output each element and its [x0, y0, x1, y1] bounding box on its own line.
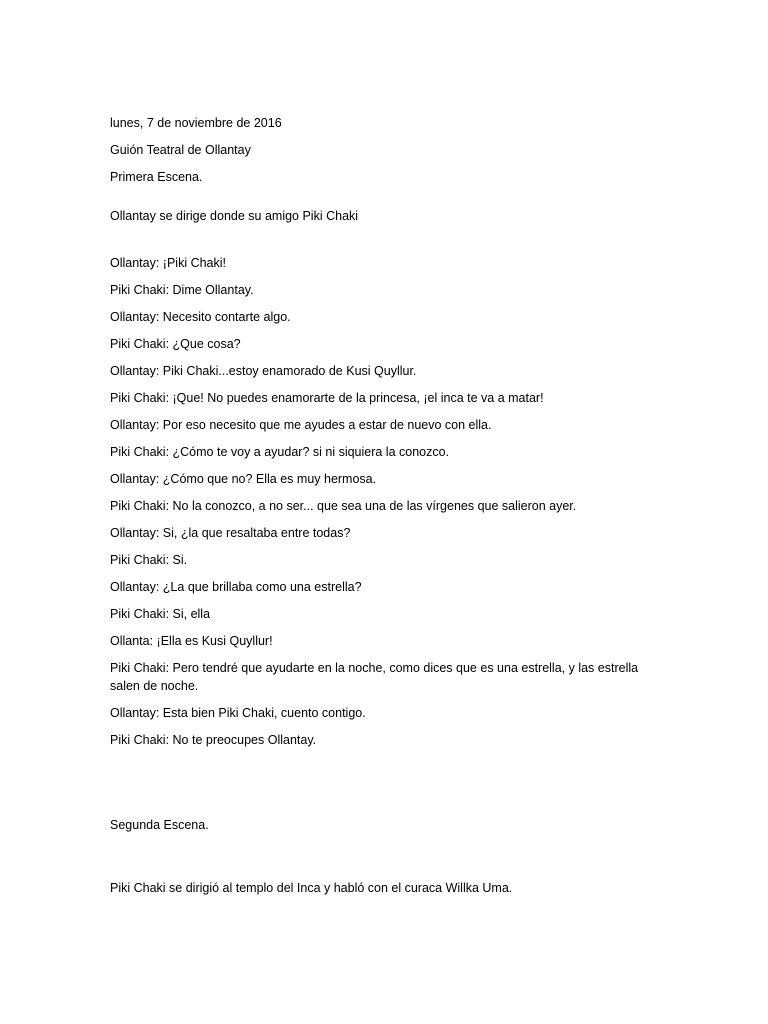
scene-2-intro: Piki Chaki se dirigió al templo del Inca y habló con el curaca Willka Uma.	[110, 881, 513, 895]
dialogue-line: Piki Chaki: No la conozco, a no ser... que sea una de las vírgenes que salieron ayer.	[110, 499, 577, 513]
dialogue-line: Piki Chaki: Dime Ollantay.	[110, 283, 254, 297]
dialogue-line: Piki Chaki: Si.	[110, 553, 188, 567]
dialogue-line: Piki Chaki: No te preocupes Ollantay.	[110, 733, 317, 747]
dialogue-line: Ollantay: Piki Chaki...estoy enamorado de Kusi Quyllur.	[110, 364, 417, 378]
dialogue-line: Piki Chaki: Pero tendré que ayudarte en la noche, como dices que es una estrella, y las estrella salen de noche.	[110, 661, 639, 693]
dialogue-line: Piki Chaki: ¿Cómo te voy a ayudar? si ni siquiera la conozco.	[110, 445, 450, 459]
document-title: Guión Teatral de Ollantay	[110, 143, 251, 157]
document-date: lunes, 7 de noviembre de 2016	[110, 116, 282, 130]
dialogue-line: Ollantay: Necesito contarte algo.	[110, 310, 291, 324]
dialogue-line: Piki Chaki: ¡Que! No puedes enamorarte de la princesa, ¡el inca te va a matar!	[110, 391, 544, 405]
scene-1-heading: Primera Escena.	[110, 170, 203, 184]
document-body	[110, 114, 670, 906]
dialogue-line: Ollantay: Por eso necesito que me ayudes a estar de nuevo con ella.	[110, 418, 492, 432]
dialogue-line: Piki Chaki: ¿Que cosa?	[110, 337, 241, 351]
scene-2-heading: Segunda Escena.	[110, 818, 209, 832]
dialogue-line: Ollantay: Esta bien Piki Chaki, cuento contigo.	[110, 706, 366, 720]
dialogue-line: Ollanta: ¡Ella es Kusi Quyllur!	[110, 634, 273, 648]
dialogue-line: Piki Chaki: Si, ella	[110, 607, 211, 621]
dialogue-line: Ollantay: Si, ¿la que resaltaba entre todas?	[110, 526, 351, 540]
scene-1-intro: Ollantay se dirige donde su amigo Piki Chaki	[110, 209, 359, 223]
dialogue-line: Ollantay: ¿La que brillaba como una estrella?	[110, 580, 362, 594]
dialogue-line: Ollantay: ¡Piki Chaki!	[110, 256, 227, 270]
dialogue-line: Ollantay: ¿Cómo que no? Ella es muy hermosa.	[110, 472, 377, 486]
